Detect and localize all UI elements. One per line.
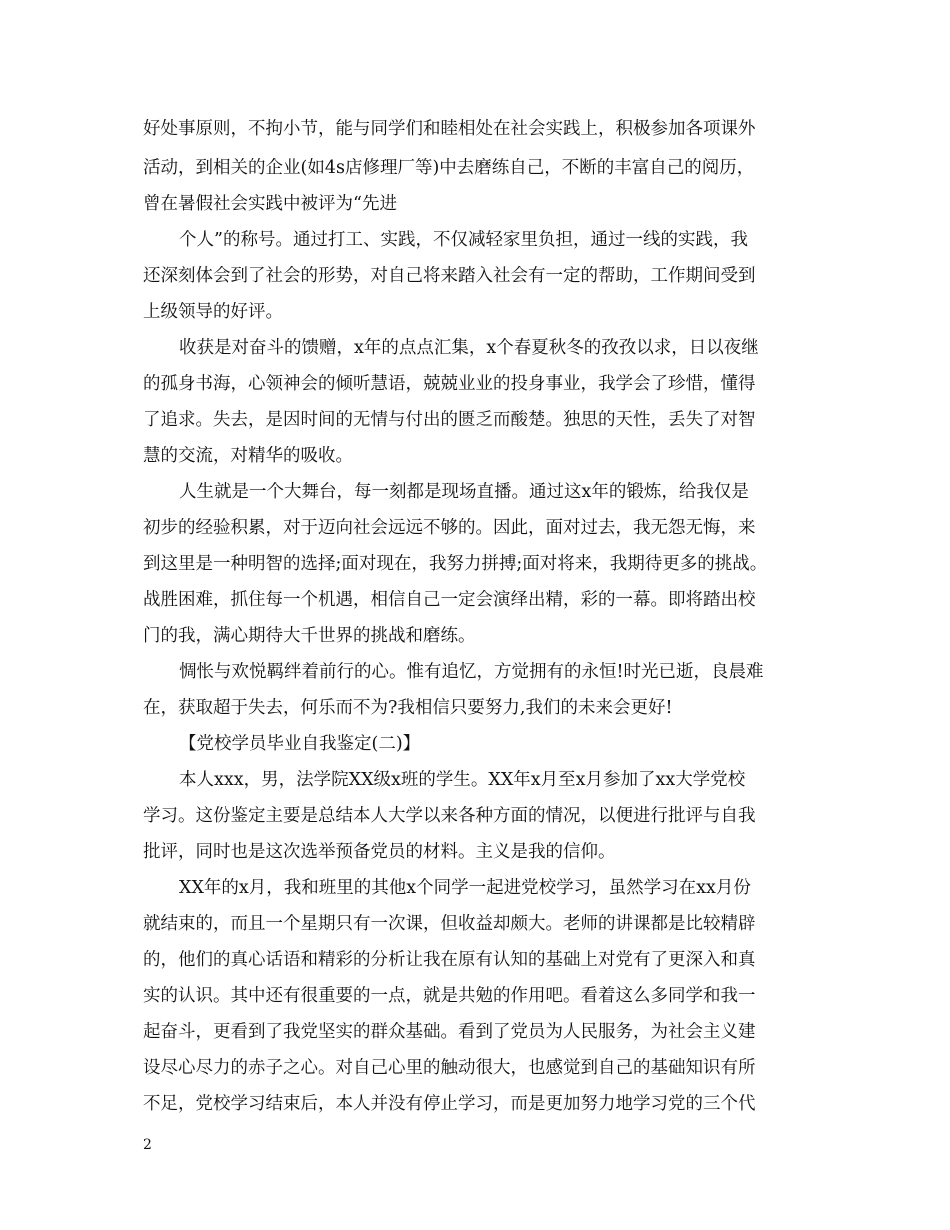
text-line: 好处事原则，不拘小节，能与同学们和睦相处在社会实践上，积极参加各项课外 <box>143 119 756 139</box>
text-line: 就结束的，而且一个星期只有一次课，但收益却颇大。老师的讲课都是比较精辟 <box>143 914 756 934</box>
text-line: 活动，到相关的企业(如4s店修理厂等)中去磨练自己，不断的丰富自己的阅历， <box>143 158 755 178</box>
text-line: 的孤身书海，心领神会的倾听慧语，兢兢业业的投身事业，我学会了珍惜，懂得 <box>143 374 756 394</box>
section-heading: 【党校学员毕业自我鉴定(二)】 <box>179 734 421 754</box>
text-line: 在，获取超于失去，何乐而不为?我相信只要努力,我们的未来会更好! <box>143 698 673 718</box>
text-line: 收获是对奋斗的馈赠，x年的点点汇集，x个春夏秋冬的孜孜以求，日以夜继 <box>179 338 759 358</box>
text-line: 初步的经验积累，对于迈向社会远远不够的。因此，面对过去，我无怨无悔，来 <box>143 518 756 538</box>
text-line: 惆怅与欢悦羁绊着前行的心。惟有追忆，方觉拥有的永恒!时光已逝，良晨难 <box>179 662 764 682</box>
text-line: 慧的交流，对精华的吸收。 <box>143 446 353 466</box>
text-line: 门的我，满心期待大千世界的挑战和磨练。 <box>143 626 476 646</box>
page-number: 2 <box>143 1137 152 1153</box>
text-line: 人生就是一个大舞台，每一刻都是现场直播。通过这x年的锻炼，给我仅是 <box>179 482 749 502</box>
text-line: 上级领导的好评。 <box>143 302 283 322</box>
text-line: 起奋斗，更看到了我党坚实的群众基础。看到了党员为人民服务，为社会主义建 <box>143 1022 756 1042</box>
text-line: 本人xxx，男，法学院XX级x班的学生。XX年x月至x月参加了xx大学党校 <box>179 770 746 790</box>
text-line: 战胜困难，抓住每一个机遇，相信自己一定会演绎出精，彩的一幕。即将踏出校 <box>143 590 756 610</box>
text-line: 到这里是一种明智的选择;面对现在，我努力拼搏;面对将来，我期待更多的挑战。 <box>143 554 768 574</box>
text-line: 不足，党校学习结束后，本人并没有停止学习，而是更加努力地学习党的三个代 <box>143 1094 756 1114</box>
text-line: 学习。这份鉴定主要是总结本人大学以来各种方面的情况，以便进行批评与自我 <box>143 806 756 826</box>
text-line: XX年的x月，我和班里的其他x个同学一起进党校学习，虽然学习在xx月份 <box>179 878 751 898</box>
text-line: 了追求。失去，是因时间的无情与付出的匮乏而酸楚。独思的天性，丢失了对智 <box>143 410 756 430</box>
text-line: 的，他们的真心话语和精彩的分析让我在原有认知的基础上对党有了更深入和真 <box>143 950 756 970</box>
text-line: 个人”的称号。通过打工、实践，不仅减轻家里负担，通过一线的实践，我 <box>179 230 748 250</box>
text-line: 批评，同时也是这次选举预备党员的材料。主义是我的信仰。 <box>143 842 616 862</box>
text-line: 曾在暑假社会实践中被评为“先进 <box>143 194 397 214</box>
text-line: 实的认识。其中还有很重要的一点，就是共勉的作用吧。看着这么多同学和我一 <box>143 986 756 1006</box>
text-line: 还深刻体会到了社会的形势，对自己将来踏入社会有一定的帮助，工作期间受到 <box>143 266 756 286</box>
text-line: 设尽心尽力的赤子之心。对自己心里的触动很大，也感觉到自己的基础知识有所 <box>143 1058 756 1078</box>
